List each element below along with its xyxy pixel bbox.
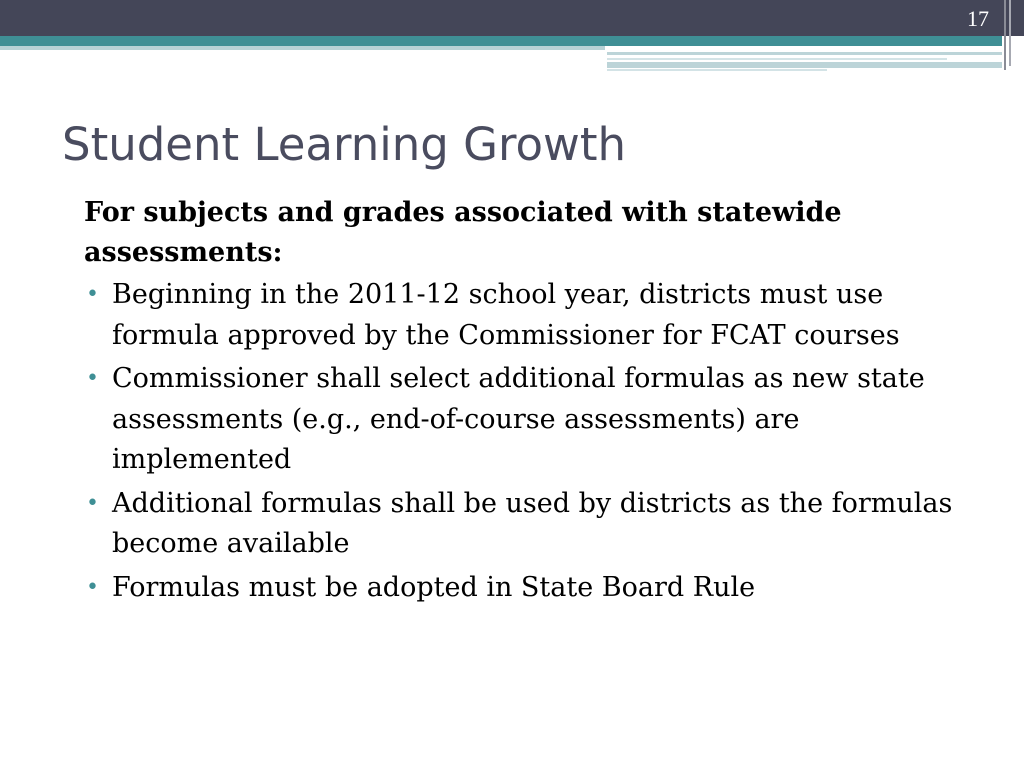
slide-title: Student Learning Growth [62,118,626,171]
bullet-item [84,568,984,609]
bullet-icon: • [86,366,99,391]
bullet-item [84,359,984,481]
header-accent-line [607,62,1002,68]
header-accent-line [607,58,947,60]
bullet-item [84,275,984,356]
slide-body [84,193,984,611]
bullet-text: Formulas must be adopted in State Board Rule [112,571,756,603]
bullet-text: Beginning in the 2011-12 school year, districts must use formula approved by the Commissioner for FCAT courses [112,279,900,351]
header-band-dark [0,0,1024,36]
bullet-text: Commissioner shall select additional formulas as new state assessments (e.g., end-of-course assessments) are implemented [112,363,925,475]
header-band-teal-light [0,46,605,50]
header-vertical-line [1009,0,1011,66]
intro-text: For subjects and grades associated with statewide assessments: [84,197,842,268]
bullet-icon: • [86,490,99,516]
bullet-text: Additional formulas shall be used by districts as the formulas become available [112,487,953,559]
slide-number: 17 [967,6,989,31]
bullet-list [84,275,984,608]
bullet-icon: • [86,282,99,307]
header-vertical-line [1004,0,1006,70]
bullet-icon: • [86,574,99,600]
header-accent-line [607,52,1002,55]
bullet-item [84,484,984,565]
header-band-teal [0,36,1002,46]
header-accent-line [607,69,827,71]
